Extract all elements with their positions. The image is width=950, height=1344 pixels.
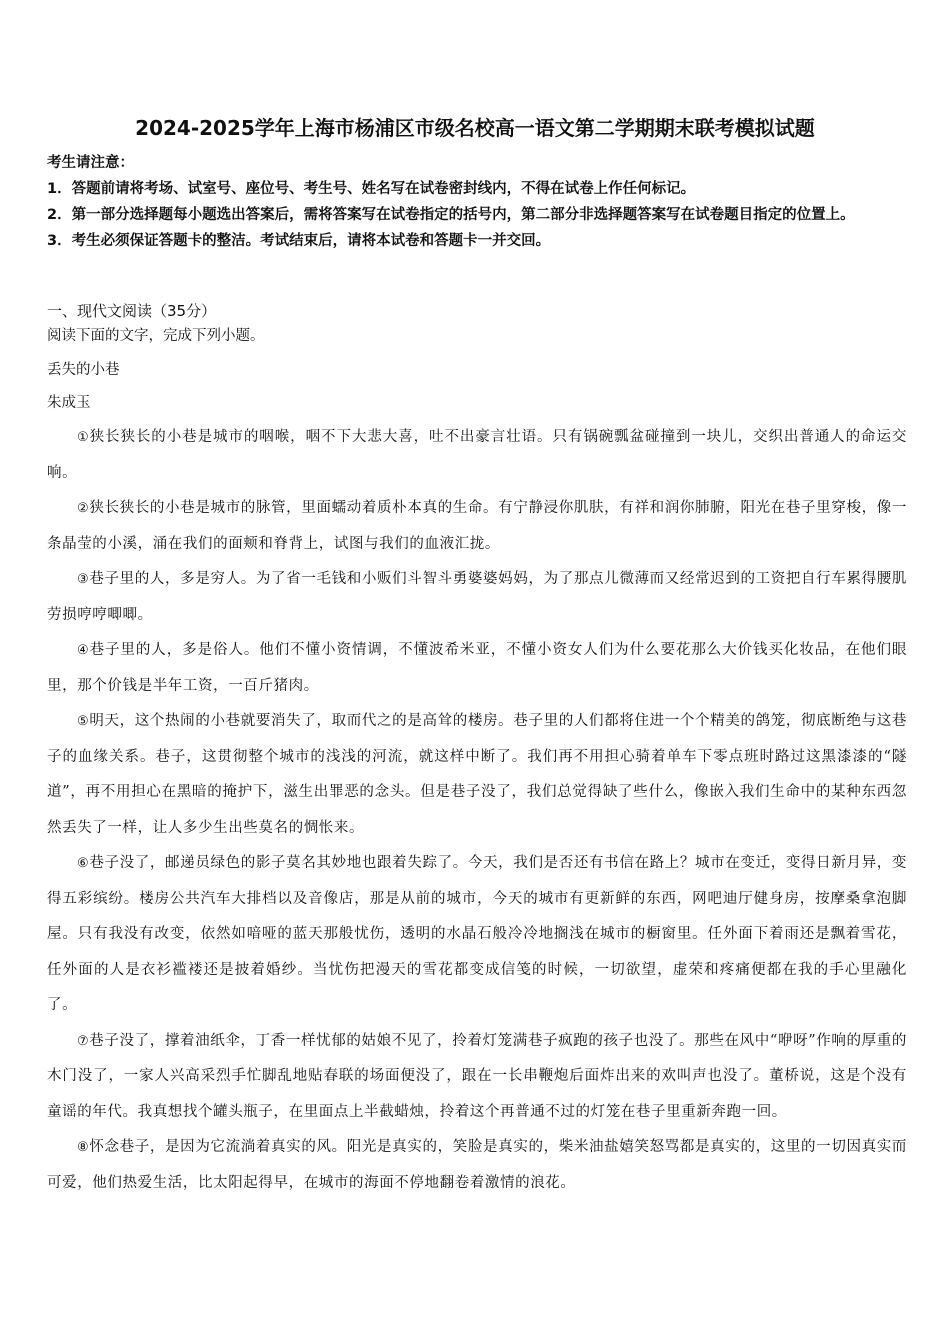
paragraph-text: 巷子里的人，多是穷人。为了省一毛钱和小贩们斗智斗勇婆婆妈妈，为了那点儿微薄而又经常迟到的工资把自行车累得腰肌劳损哼哼唧唧。 <box>47 571 907 623</box>
paragraph <box>47 846 907 1024</box>
article-title: 丢失的小巷 <box>47 362 120 378</box>
paragraph-text: 狭长狭长的小巷是城市的脉管，里面蠕动着质朴本真的生命。有宁静浸你肌肤，有祥和润你肺腑，阳光在巷子里穿梭，像一条晶莹的小溪，涌在我们的面颊和脊背上，试图与我们的血液汇拢。 <box>47 500 907 552</box>
paragraph <box>47 704 907 846</box>
paragraph-number: ④ <box>77 643 90 658</box>
paragraph <box>47 491 907 562</box>
paragraph-number: ⑥ <box>77 856 90 871</box>
paragraph-number: ① <box>77 430 90 445</box>
article-author: 朱成玉 <box>47 395 91 411</box>
paragraph-number: ⑤ <box>77 714 90 729</box>
paragraph-text: 巷子没了，撑着油纸伞，丁香一样忧郁的姑娘不见了，拎着灯笼满巷子疯跑的孩子也没了。那些在风中“咿呀”作响的厚重的木门没了，一家人兴高采烈手忙脚乱地贴春联的场面便没了，跟在一长串鞭炮后面炸出来的欢叫声也没了。董桥说，这是个没有童谣的年代。我真想找个罐头瓶子，在里面点上半截蜡烛，拎着这个再普通不过的灯笼在巷子里重新奔跑一回。 <box>47 1032 907 1120</box>
paragraph-number: ② <box>77 501 90 516</box>
paragraph <box>47 1130 907 1201</box>
paragraph-text: 巷子没了，邮递员绿色的影子莫名其妙地也跟着失踪了。今天，我们是否还有书信在路上？城市在变迁，变得日新月异，变得五彩缤纷。楼房公共汽车大排档以及音像店，那是从前的城市，今天的城市有更新鲜的东西，网吧迪厅健身房，按摩桑拿泡脚屋。只有我没有改变，依然如喑哑的蓝天那般忧伤，透明的水晶石般冷冷地搁浅在城市的橱窗里。任外面下着雨还是飘着雪花，任外面的人是衣衫褴褛还是披着婚纱。当忧伤把漫天的雪花都变成信笺的时候，一切欲望，虚荣和疼痛便都在我的手心里融化了。 <box>47 855 907 1013</box>
paragraph <box>47 420 907 491</box>
paragraph-number: ⑦ <box>77 1033 90 1049</box>
paragraph-number: ③ <box>77 572 90 587</box>
reading-instruction: 阅读下面的文字，完成下列小题。 <box>47 328 265 344</box>
article-body <box>47 420 907 1201</box>
notice-item: 2．第一部分选择题每小题选出答案后，需将答案写在试卷指定的括号内，第二部分非选择题答案写在试卷题目指定的位置上。 <box>47 207 855 223</box>
paragraph-text: 狭长狭长的小巷是城市的咽喉，咽不下大悲大喜，吐不出豪言壮语。只有锅碗瓢盆碰撞到一块儿，交织出普通人的命运交响。 <box>47 429 907 481</box>
notice-item: 1．答题前请将考场、试室号、座位号、考生号、姓名写在试卷密封线内，不得在试卷上作任何标记。 <box>47 181 696 197</box>
page-title: 2024-2025学年上海市杨浦区市级名校高一语文第二学期期末联考模拟试题 <box>135 116 815 140</box>
paragraph-text: 巷子里的人，多是俗人。他们不懂小资情调，不懂波希米亚，不懂小资女人们为什么要花那么大价钱买化妆品，在他们眼里，那个价钱是半年工资，一百斤猪肉。 <box>47 642 907 694</box>
candidate-notice <box>47 150 907 254</box>
paragraph <box>47 633 907 704</box>
paragraph <box>47 562 907 633</box>
paragraph-number: ⑧ <box>77 1140 90 1155</box>
paragraph-text: 明天，这个热闹的小巷就要消失了，取而代之的是高耸的楼房。巷子里的人们都将住进一个个精美的鸽笼，彻底断绝与这巷子的血缘关系。巷子，这贯彻整个城市的浅浅的河流，就这样中断了。我们再不用担心骑着单车下零点班时路过这黑漆漆的“隧道”，再不用担心在黑暗的掩护下，滋生出罪恶的念头。但是巷子没了，我们总觉得缺了些什么，像嵌入我们生命中的某种东西忽然丢失了一样，让人多少生出些莫名的惆怅来。 <box>47 713 907 836</box>
notice-heading: 考生请注意： <box>47 155 134 171</box>
paragraph-text: 怀念巷子，是因为它流淌着真实的风。阳光是真实的，笑脸是真实的，柴米油盐嬉笑怒骂都是真实的，这里的一切因真实而可爱，他们热爱生活，比太阳起得早，在城市的海面不停地翻卷着激情的浪花。 <box>47 1139 907 1191</box>
notice-item: 3．考生必须保证答题卡的整洁。考试结束后，请将本试卷和答题卡一并交回。 <box>47 233 551 249</box>
paragraph <box>47 1024 907 1131</box>
section-heading: 一、现代文阅读（35分） <box>47 302 217 320</box>
